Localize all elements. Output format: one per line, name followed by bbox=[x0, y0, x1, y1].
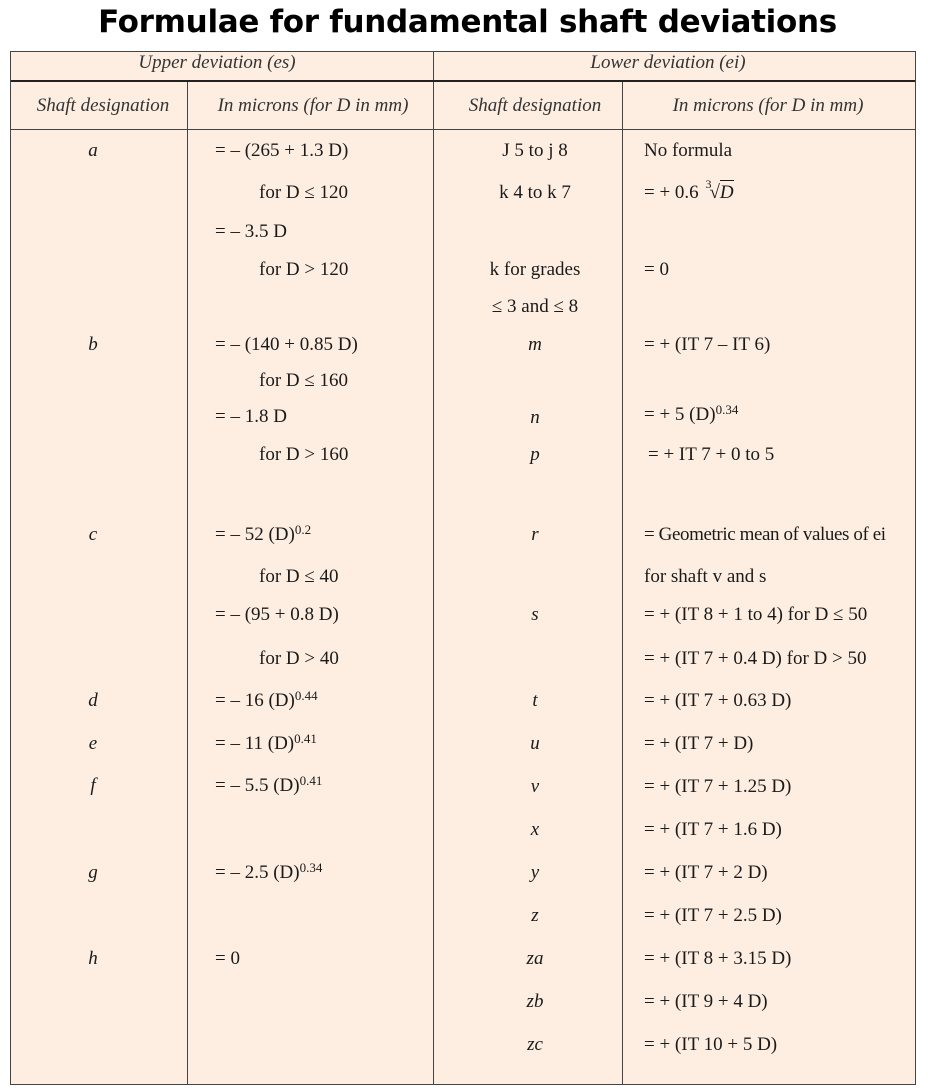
shaft-e: e bbox=[88, 733, 98, 754]
formula-m: = + (IT 7 – IT 6) bbox=[644, 334, 771, 355]
header-in-microns-upper: In microns (for D in mm) bbox=[217, 95, 409, 116]
formula-f-base: = – 5.5 (D) bbox=[215, 775, 300, 796]
header-lower-deviation: Lower deviation (ei) bbox=[590, 52, 746, 73]
condition-b-1: for D ≤ 160 bbox=[259, 370, 349, 391]
formula-k-grades: = 0 bbox=[644, 259, 669, 280]
formula-f bbox=[215, 773, 323, 796]
formula-zb: = + (IT 9 + 4 D) bbox=[644, 991, 768, 1012]
header-shaft-designation-upper: Shaft designation bbox=[36, 95, 170, 116]
formula-e-base: = – 11 (D) bbox=[215, 733, 295, 754]
header-upper-deviation: Upper deviation (es) bbox=[138, 52, 296, 73]
header-shaft-designation-lower: Shaft designation bbox=[468, 95, 602, 116]
formula-e-exponent: 0.41 bbox=[294, 731, 317, 746]
shaft-k-grades-1: k for grades bbox=[489, 259, 581, 280]
deviations-table bbox=[10, 51, 916, 1085]
formula-a-2: = – 3.5 D bbox=[215, 221, 287, 242]
formula-r-1: = Geometric mean of values of ei bbox=[644, 524, 886, 545]
condition-c-1: for D ≤ 40 bbox=[259, 566, 339, 587]
shaft-g: g bbox=[88, 862, 98, 883]
divider-col-3 bbox=[622, 81, 623, 1084]
shaft-n: n bbox=[530, 407, 540, 428]
shaft-f: f bbox=[90, 775, 96, 796]
condition-b-2: for D > 160 bbox=[259, 444, 349, 465]
formula-c-1-exponent: 0.2 bbox=[294, 522, 312, 537]
shaft-t: t bbox=[532, 690, 538, 711]
cube-root-index: 3 bbox=[705, 177, 712, 191]
shaft-v: v bbox=[530, 776, 540, 797]
formula-zc: = + (IT 10 + 5 D) bbox=[644, 1034, 778, 1055]
shaft-c: c bbox=[88, 524, 98, 545]
formula-g-base: = – 2.5 (D) bbox=[215, 862, 300, 883]
formula-x: = + (IT 7 + 1.6 D) bbox=[644, 819, 782, 840]
header-in-microns-lower: In microns (for D in mm) bbox=[672, 95, 864, 116]
shaft-zb: zb bbox=[526, 991, 544, 1012]
formula-n-exponent: 0.34 bbox=[715, 402, 739, 417]
formula-g bbox=[215, 860, 323, 883]
shaft-z: z bbox=[531, 905, 539, 926]
shaft-y: y bbox=[530, 862, 540, 883]
formula-d bbox=[215, 688, 318, 711]
formula-j: No formula bbox=[644, 140, 733, 161]
cube-root-argument: D bbox=[719, 182, 734, 203]
formula-e bbox=[215, 731, 317, 754]
formula-za: = + (IT 8 + 3.15 D) bbox=[644, 948, 792, 969]
shaft-a: a bbox=[88, 140, 98, 161]
condition-c-2: for D > 40 bbox=[259, 648, 339, 669]
formula-p: = + IT 7 + 0 to 5 bbox=[648, 444, 775, 465]
shaft-u: u bbox=[530, 733, 540, 754]
formula-u: = + (IT 7 + D) bbox=[644, 733, 754, 754]
shaft-r: r bbox=[531, 524, 539, 545]
shaft-zc: zc bbox=[527, 1034, 543, 1055]
formula-f-exponent: 0.41 bbox=[299, 773, 323, 788]
formula-d-base: = – 16 (D) bbox=[215, 690, 295, 711]
shaft-j: J 5 to j 8 bbox=[502, 140, 568, 161]
formula-s-2: = + (IT 7 + 0.4 D) for D > 50 bbox=[644, 648, 867, 669]
shaft-p: p bbox=[530, 444, 540, 465]
shaft-b: b bbox=[88, 334, 98, 355]
shaft-k-grades-2: ≤ 3 and ≤ 8 bbox=[491, 296, 579, 317]
formula-k-base: = + 0.6 bbox=[644, 182, 699, 203]
formula-d-exponent: 0.44 bbox=[294, 688, 318, 703]
shaft-k: k 4 to k 7 bbox=[499, 182, 571, 203]
formula-k bbox=[644, 177, 734, 203]
shaft-h: h bbox=[88, 948, 98, 969]
formula-n bbox=[644, 402, 739, 425]
formula-h: = 0 bbox=[215, 948, 240, 969]
condition-a-2: for D > 120 bbox=[259, 259, 349, 280]
formula-c-1 bbox=[215, 522, 312, 545]
divider-upper-lower bbox=[433, 52, 434, 1084]
formula-z: = + (IT 7 + 2.5 D) bbox=[644, 905, 782, 926]
cube-root: 3 √D bbox=[705, 177, 734, 203]
shaft-za: za bbox=[526, 948, 544, 969]
formula-y: = + (IT 7 + 2 D) bbox=[644, 862, 768, 883]
subheader-rule bbox=[11, 129, 915, 130]
formula-c-1-base: = – 52 (D) bbox=[215, 524, 295, 545]
formula-s-1: = + (IT 8 + 1 to 4) for D ≤ 50 bbox=[644, 604, 868, 625]
formula-v: = + (IT 7 + 1.25 D) bbox=[644, 776, 792, 797]
formula-b-1: = – (140 + 0.85 D) bbox=[215, 334, 358, 355]
formula-n-base: = + 5 (D) bbox=[644, 404, 716, 425]
shaft-x: x bbox=[530, 819, 540, 840]
formula-a-1: = – (265 + 1.3 D) bbox=[215, 140, 349, 161]
formula-g-exponent: 0.34 bbox=[299, 860, 323, 875]
shaft-m: m bbox=[528, 334, 542, 355]
condition-a-1: for D ≤ 120 bbox=[259, 182, 349, 203]
divider-col-1 bbox=[187, 81, 188, 1084]
formula-b-2: = – 1.8 D bbox=[215, 406, 287, 427]
header-rule bbox=[11, 80, 915, 82]
shaft-d: d bbox=[88, 690, 98, 711]
shaft-s: s bbox=[531, 604, 539, 625]
formula-r-2: for shaft v and s bbox=[644, 566, 767, 587]
formula-c-2: = – (95 + 0.8 D) bbox=[215, 604, 339, 625]
formula-t: = + (IT 7 + 0.63 D) bbox=[644, 690, 792, 711]
page-title: Formulae for fundamental shaft deviations bbox=[98, 4, 837, 40]
